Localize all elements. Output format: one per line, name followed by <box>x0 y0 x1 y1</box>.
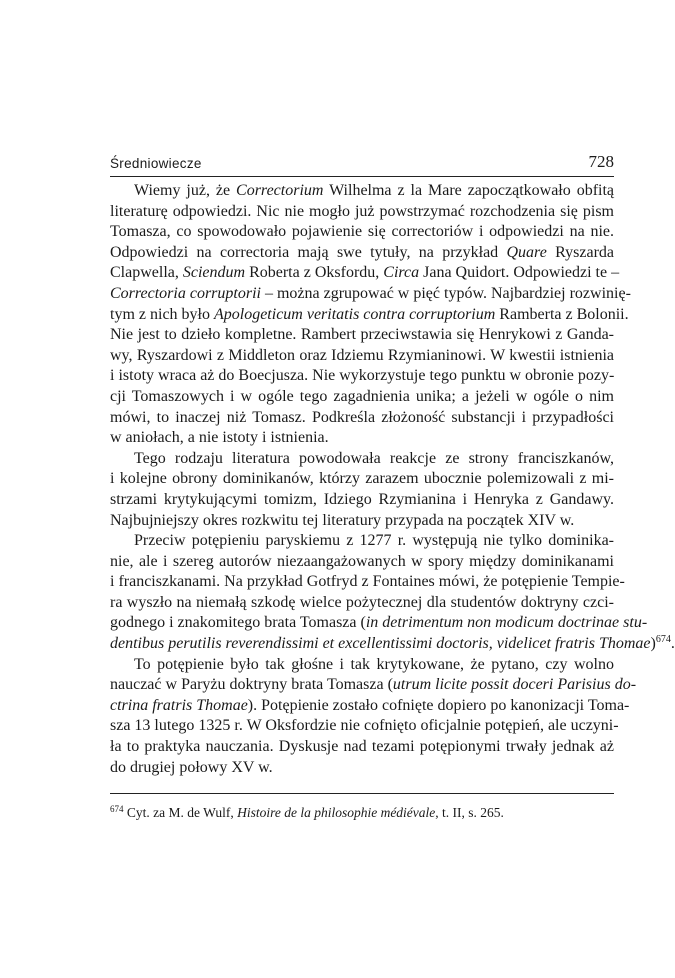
text-run: ) <box>650 635 656 653</box>
italic-text: Circa <box>383 264 420 282</box>
text-run: tym z nich było <box>110 305 214 323</box>
text-line <box>110 284 631 305</box>
footnote <box>110 804 614 822</box>
italic-text: Sciendum <box>182 264 246 282</box>
text-line <box>110 511 614 532</box>
italic-text: Correctorium <box>236 182 324 199</box>
italic-text: Apologeticum veritatis contra corruptorium <box>213 305 496 323</box>
footnote-rule <box>110 793 614 794</box>
text-run: Odpowiedzi na correctoria mają swe tytuły, na przykład <box>110 243 507 261</box>
text-run: sza 13 lutego 1325 r. W Oksfordzie nie cofnięto oficjalnie potępień, ale uczyni- <box>110 717 619 735</box>
text-run: Przeciw potępieniu paryskiemu z 1277 r. występują nie tylko dominika- <box>134 532 614 550</box>
text-run: do drugiej połowy XV w. <box>110 758 273 776</box>
text-line <box>110 263 620 284</box>
text-line <box>110 305 629 326</box>
text-run: Tego rodzaju literatura powodowała reakcje ze strony franciszkanów, <box>134 449 614 467</box>
text-run: Tomasza, co spowodowało pojawienie się correctoriów i odpowiedzi na nie. <box>110 223 614 241</box>
text-line <box>110 181 614 202</box>
page-number: 728 <box>588 152 614 171</box>
italic-text: Correctoria corruptorii <box>110 284 261 302</box>
text-run: , t. II, s. 265. <box>435 805 504 820</box>
body-text <box>110 181 675 778</box>
text-line <box>110 346 614 367</box>
running-title: Średniowiecze <box>110 156 202 171</box>
text-line <box>110 613 648 634</box>
text-run: cji Tomaszowych i w ogóle tego zagadnienia unika; a jeżeli w ogóle o nim <box>110 387 614 405</box>
text-line <box>110 469 614 490</box>
text-run: w aniołach, a nie istoty i istnienia. <box>110 429 329 447</box>
text-line <box>110 634 675 655</box>
text-line <box>110 428 614 449</box>
text-run: Wilhelma z la Mare zapoczątkowało obfitą <box>323 182 615 199</box>
text-run: Najbujniejszy okres rozkwitu tej literatury przypada na początek XIV w. <box>110 511 575 529</box>
text-line <box>110 222 614 243</box>
text-run: ). Potępienie zostało cofnięte dopiero po kanonizacji Toma- <box>247 696 630 714</box>
text-run: Jana Quidort. Odpowiedzi te – <box>419 264 620 282</box>
text-run: mówi, to inaczej niż Tomasz. Podkreśla złożoność substancji i przypadłości <box>110 408 614 426</box>
text-line <box>110 202 614 223</box>
text-run: . <box>670 635 675 653</box>
text-run: To potępienie było tak głośne i tak krytykowane, że pytano, czy wolno <box>134 655 614 673</box>
text-line <box>110 531 614 552</box>
text-run: i franciszkanami. Na przykład Gotfryd z Fontaines mówi, że potępienie Tempie- <box>110 573 625 591</box>
italic-text: Histoire de la philosophie médiévale <box>237 805 436 820</box>
text-line <box>110 675 637 696</box>
text-run: Nie jest to dzieło kompletne. Rambert przeciwstawia się Henrykowi z Ganda- <box>110 326 614 344</box>
text-line <box>110 366 614 387</box>
running-header <box>110 152 614 177</box>
italic-text: ctrina fratris Thomae <box>110 696 248 714</box>
text-run: Cyt. za M. de Wulf, <box>123 805 238 820</box>
italic-text: in detrimentum non modicum doctrinae stu- <box>365 614 648 632</box>
text-run: – można zgrupować w pięć typów. Najbardziej rozwinię- <box>260 284 631 302</box>
text-run: strzami krytykującymi tomizm, Idziego Rzymianina i Henryka z Gandawy. <box>110 490 614 508</box>
footnote-number: 674 <box>110 804 124 814</box>
text-line <box>110 716 619 737</box>
text-line <box>110 593 614 614</box>
text-run: nie, ale i szereg autorów niezaangażowanych w spory między dominikanami <box>110 552 614 570</box>
text-run: ra wyszło na niemałą szkodę wielce pożytecznej dla studentów doktryny czci- <box>110 593 614 611</box>
text-line <box>110 243 614 264</box>
text-line <box>110 696 630 717</box>
text-line <box>110 655 614 676</box>
text-run: godnego i znakomitego brata Tomasza ( <box>110 614 366 632</box>
text-run: ła to praktyka nauczania. Dyskusje nad tezami potępionymi trwały jednak aż <box>110 738 614 756</box>
text-line <box>110 572 625 593</box>
text-run: Roberta z Oksfordu, <box>245 264 384 282</box>
text-run: i istoty wraca aż do Boecjusza. Nie wykorzystuje tego punktu w obronie pozy- <box>110 367 615 385</box>
text-run: wy, Ryszardowi z Middleton oraz Idziemu Rzymianinowi. W kwestii istnienia <box>110 346 614 364</box>
text-run: Ryszarda <box>546 243 615 261</box>
text-line <box>110 449 614 470</box>
text-line <box>110 758 614 779</box>
footnote-ref: 674 <box>655 634 671 646</box>
text-line <box>110 325 614 346</box>
text-line <box>110 490 614 511</box>
text-line <box>110 737 614 758</box>
text-run: Clapwella, <box>110 264 183 282</box>
text-line <box>110 387 614 408</box>
text-run: nauczać w Paryżu doktryny brata Tomasza ( <box>110 676 393 694</box>
italic-text: utrum licite possit doceri Parisius do- <box>392 676 637 694</box>
text-run: literaturę odpowiedzi. Nic nie mogło już powstrzymać rozchodzenia się pism <box>110 202 614 220</box>
text-run: Ramberta z Bolonii. <box>495 305 629 323</box>
italic-text: dentibus perutilis reverendissimi et excellentissimi doctoris, videlicet fratris Thomae <box>110 635 651 653</box>
text-run: i kolejne obrony dominikanów, którzy zarazem ubocznie polemizowali z mi- <box>110 470 614 488</box>
text-run: Wiemy już, że <box>134 182 237 199</box>
italic-text: Quare <box>506 243 547 261</box>
text-line <box>110 408 614 429</box>
text-line <box>110 552 614 573</box>
footnote-text <box>124 805 504 820</box>
